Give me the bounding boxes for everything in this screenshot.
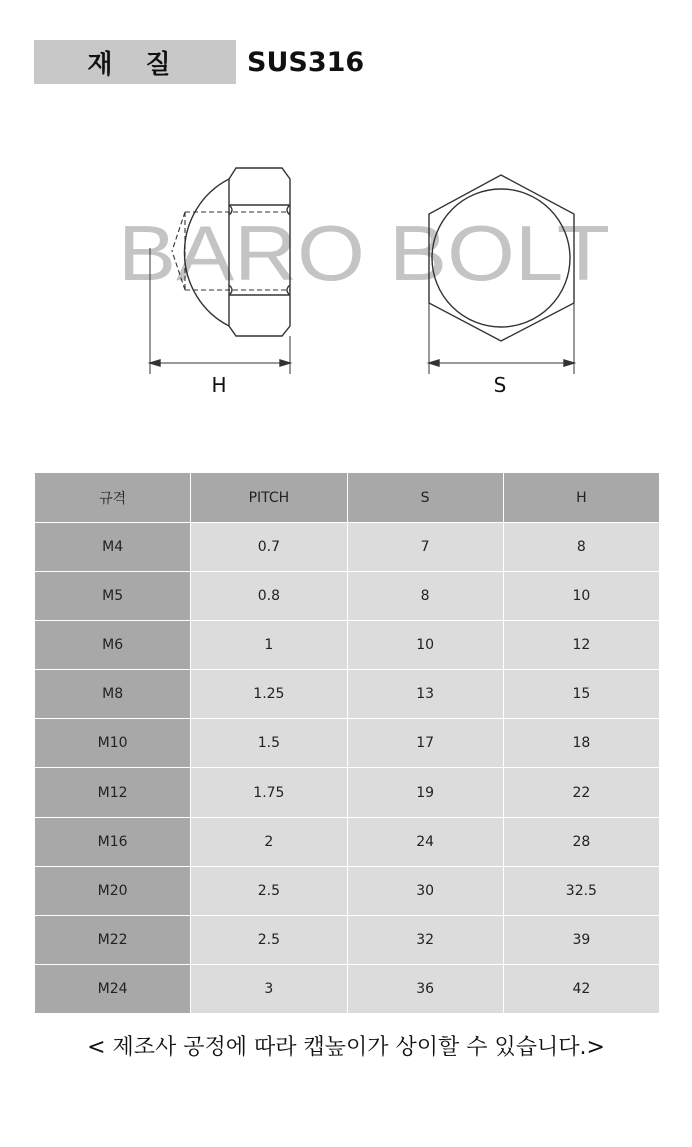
cell-s: 10 [347,621,503,670]
cell-h: 18 [503,719,659,768]
cell-s: 19 [347,768,503,817]
table-row [35,719,660,768]
cell-s: 7 [347,523,503,572]
cell-pitch: 2.5 [191,915,347,964]
cell-h: 10 [503,572,659,621]
cap-height-note: < 제조사 공정에 따라 캡높이가 상이할 수 있습니다.> [87,1035,605,1060]
cell-pitch: 0.8 [191,572,347,621]
cell-h: 8 [503,523,659,572]
cell-size: M8 [35,670,191,719]
header-s: S [347,473,503,523]
cell-size: M24 [35,964,191,1013]
cell-pitch: 2 [191,817,347,866]
cell-s: 36 [347,964,503,1013]
cell-size: M12 [35,768,191,817]
cell-pitch: 1.75 [191,768,347,817]
table-row [35,670,660,719]
cell-h: 12 [503,621,659,670]
table-header-row [35,473,660,523]
cell-h: 39 [503,915,659,964]
material-value: SUS316 [247,46,365,78]
spec-table [34,472,660,1014]
cell-s: 30 [347,866,503,915]
header-h: H [503,473,659,523]
table-row [35,572,660,621]
header-size: 규격 [35,473,191,523]
cell-size: M6 [35,621,191,670]
cell-h: 42 [503,964,659,1013]
dim-s-label: S [493,373,507,397]
table-row [35,964,660,1013]
cell-s: 32 [347,915,503,964]
cell-s: 8 [347,572,503,621]
cell-pitch: 1 [191,621,347,670]
table-row [35,866,660,915]
cell-pitch: 1.5 [191,719,347,768]
cell-size: M10 [35,719,191,768]
cell-size: M20 [35,866,191,915]
cell-pitch: 2.5 [191,866,347,915]
table-row [35,523,660,572]
cell-size: M5 [35,572,191,621]
watermark: BARO BOLT [118,209,610,297]
cell-pitch: 3 [191,964,347,1013]
dim-h-label: H [211,373,227,397]
cell-h: 32.5 [503,866,659,915]
cell-s: 13 [347,670,503,719]
table-row [35,817,660,866]
cell-pitch: 1.25 [191,670,347,719]
cell-size: M4 [35,523,191,572]
header-pitch: PITCH [191,473,347,523]
cell-h: 28 [503,817,659,866]
cell-size: M22 [35,915,191,964]
material-label: 재 질 [34,40,236,84]
cell-s: 17 [347,719,503,768]
cap-nut-drawing [0,150,692,410]
table-row [35,768,660,817]
table-row [35,621,660,670]
cell-s: 24 [347,817,503,866]
cell-h: 15 [503,670,659,719]
cell-size: M16 [35,817,191,866]
table-row [35,915,660,964]
cell-pitch: 0.7 [191,523,347,572]
cell-h: 22 [503,768,659,817]
